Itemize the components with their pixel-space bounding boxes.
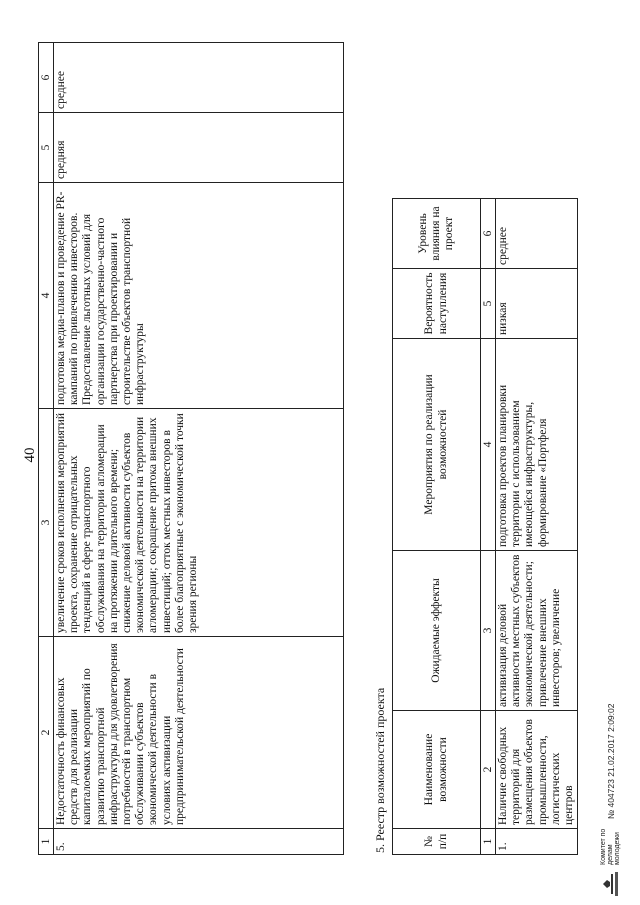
col-number: 5	[39, 113, 54, 183]
col-number: 1	[39, 829, 54, 855]
document-reference: № 404723 21.02.2017 2:09:02	[605, 703, 616, 819]
consequences-cell: увеличение сроков исполнения мероприятий проекта, сохранение отрицательных тенденций в сфере транспортного обслуживания на территории агломерации на протяжении длительного времени; снижение деловой активности субъектов экономической деятельности на территории агломерации; сокращение притока внешних инвестиций; отток местных инвесторов в более благоприятные с экономической точки зрения регионы	[54, 409, 344, 637]
table-row	[496, 199, 578, 855]
row-number: 5.	[54, 829, 344, 855]
opportunity-name-cell: Наличие свободных территорий для размещения объектов промышленности, логистических центров	[496, 711, 578, 829]
probability-cell: низкая	[496, 269, 578, 339]
col-number: 3	[39, 409, 54, 637]
measures-cell: подготовка медиа-планов и проведение PR-кампаний по привлечению инвесторов. Предоставление льготных условий для организации государственно-частного партнерства при проектировании и строительстве объектов транспортной инфраструктуры	[54, 183, 344, 409]
page-number: 40	[22, 447, 38, 463]
column-number-row	[481, 199, 496, 855]
document-footer	[600, 704, 621, 897]
measures-cell: подготовка проектов планировки территории с использованием имеющейся инфраструктуры, формирование «Портфеля	[496, 339, 578, 551]
risk-name-cell: Недостаточность финансовых средств для реализации капиталоемких мероприятий по развитию транспортной инфраструктуры для удовлетворения потребностей в транспортном обслуживании субъектов экономической деятельности в условиях активизации предпринимательской деятельности	[54, 637, 344, 829]
header-cell: № п/п	[393, 829, 481, 855]
risk-table-continued	[38, 42, 344, 855]
col-number: 2	[39, 637, 54, 829]
header-cell: Вероятность наступления	[393, 269, 481, 339]
header-cell: Уровень влияния на проект	[393, 199, 481, 269]
col-number: 1	[481, 829, 496, 855]
opportunity-registry-table	[392, 198, 578, 855]
section-caption: 5. Реестр возможностей проекта	[373, 687, 387, 853]
col-number: 6	[39, 43, 54, 113]
column-number-row	[39, 43, 54, 855]
effects-cell: активизация деловой активности местных субъектов экономической деятельности; привлечение внешних инвесторов; увеличение	[496, 551, 578, 711]
header-cell: Мероприятия по реализации возможностей	[393, 339, 481, 551]
stamp-caption: Комитет по делам молодежи	[600, 828, 621, 865]
header-cell: Наименование возможности	[393, 711, 481, 829]
col-number: 4	[39, 183, 54, 409]
header-cell: Ожидаемые эффекты	[393, 551, 481, 711]
probability-cell: средняя	[54, 113, 344, 183]
col-number: 2	[481, 711, 496, 829]
col-number: 4	[481, 339, 496, 551]
header-row	[393, 199, 481, 855]
table-row	[54, 43, 344, 855]
col-number: 5	[481, 269, 496, 339]
row-number: 1.	[496, 829, 578, 855]
impact-cell: среднее	[54, 43, 344, 113]
impact-cell: среднее	[496, 199, 578, 269]
emblem-stamp-icon	[602, 871, 620, 897]
col-number: 6	[481, 199, 496, 269]
col-number: 3	[481, 551, 496, 711]
